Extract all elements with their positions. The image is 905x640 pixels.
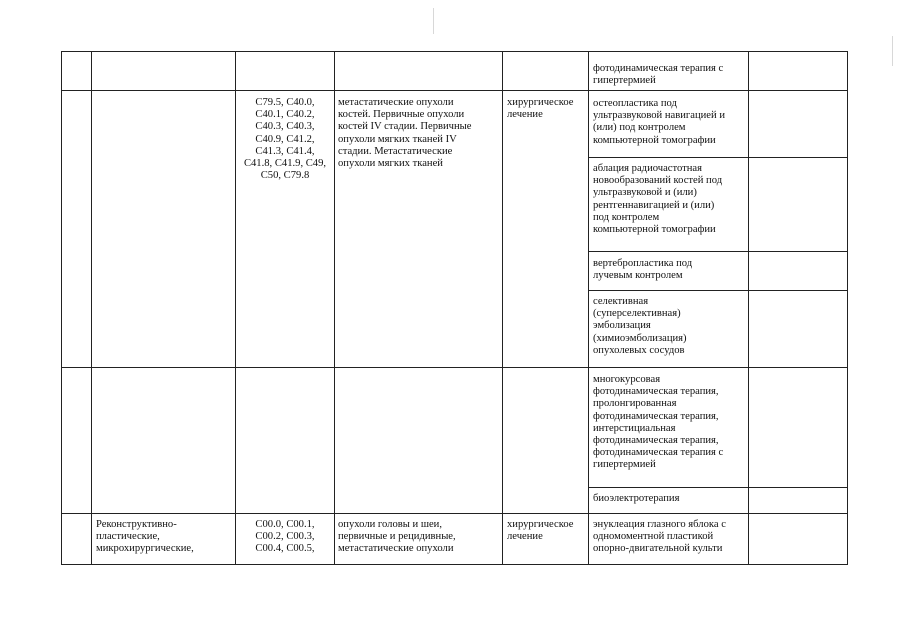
table-border-left bbox=[61, 51, 62, 564]
method-cell: аблация радиочастотная новообразований костей под ультразвуковой и (или) рентгеннавигацией и (или) под контролем компьютерной томографии bbox=[593, 163, 723, 236]
column-divider-1 bbox=[91, 51, 92, 564]
scan-mark-right bbox=[892, 36, 893, 66]
method-cell: остеопластика под ультразвуковой навигацией и (или) под контролем компьютерной томографии bbox=[593, 98, 725, 146]
subrow-divider-2 bbox=[588, 251, 848, 252]
icd-codes-cell: C79.5, C40.0, C40.1, C40.2, C40.3, C40.3, C40.9, C41.2, C41.3, C41.4, C41.8, C41.9, C49, C50, C79.8 bbox=[243, 97, 327, 182]
row-divider-1 bbox=[61, 90, 848, 91]
method-cell: многокурсовая фотодинамическая терапия, пролонгированная фотодинамическая терапия, интерстициальная фотодинамическая терапия, фотодинамическая терапия с гипертермией bbox=[593, 374, 724, 471]
diagnosis-cell: метастатические опухоли костей. Первичные опухоли костей IV стадии. Первичные опухоли мягких тканей IV стадии. Метастатические опухоли мягких тканей bbox=[338, 97, 472, 170]
subrow-divider-1 bbox=[588, 157, 848, 158]
method-cell: биоэлектротерапия bbox=[593, 493, 680, 504]
method-cell: энуклеация глазного яблока с одномоментной пластикой опорно-двигательной культи bbox=[593, 519, 726, 555]
diagnosis-cell: опухоли головы и шеи, первичные и рецидивные, метастатические опухоли bbox=[338, 519, 456, 555]
treatment-group-name-cell: Реконструктивно- пластические, микрохирургические, bbox=[96, 519, 194, 555]
treatment-cell: хирургическое лечение bbox=[507, 519, 574, 543]
method-cell: вертебропластика под лучевым контролем bbox=[593, 258, 693, 282]
subrow-divider-3 bbox=[588, 290, 848, 291]
method-cell: фотодинамическая терапия с гипертермией bbox=[593, 63, 724, 87]
column-divider-4 bbox=[502, 51, 503, 564]
method-cell: селективная (суперселективная) эмболизация (химиоэмболизация) опухолевых сосудов bbox=[593, 296, 687, 356]
treatment-cell: хирургическое лечение bbox=[507, 97, 574, 121]
subrow-divider-4 bbox=[588, 487, 848, 488]
table-border-top bbox=[61, 51, 848, 52]
icd-codes-cell: C00.0, C00.1, C00.2, C00.3, C00.4, C00.5, bbox=[255, 519, 315, 555]
table-border-bottom bbox=[61, 564, 848, 565]
scan-mark-top bbox=[433, 8, 434, 34]
column-divider-3 bbox=[334, 51, 335, 564]
row-divider-2 bbox=[61, 367, 848, 368]
row-divider-3 bbox=[61, 513, 848, 514]
